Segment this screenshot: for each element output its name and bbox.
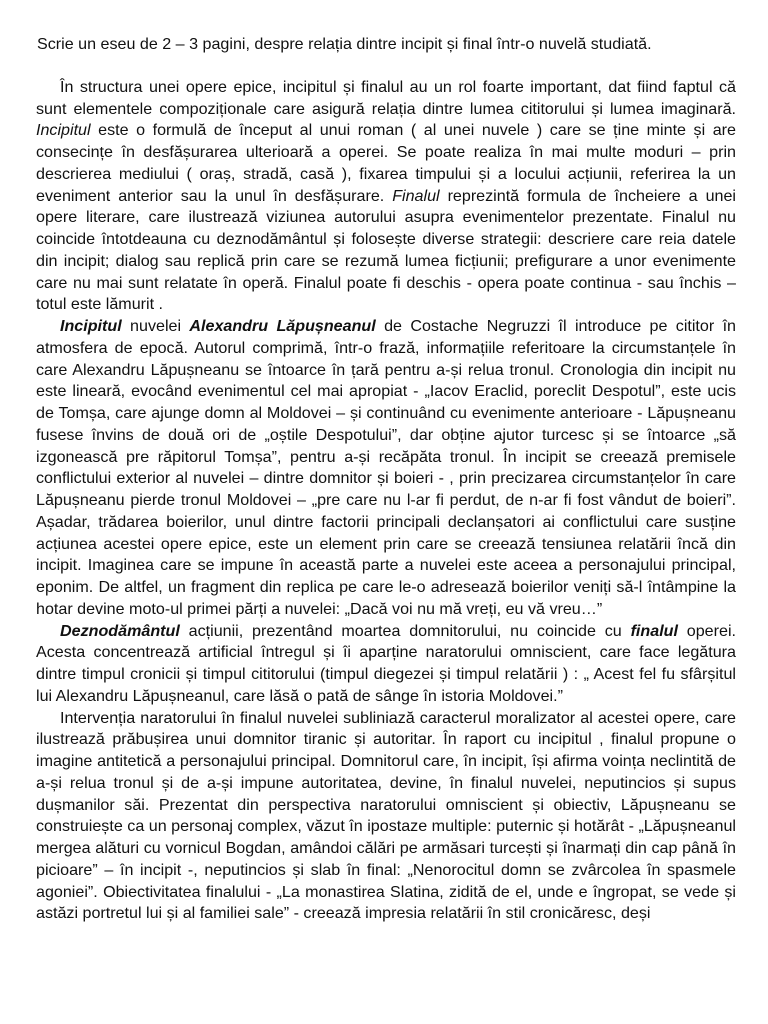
incipit-text-2: de Costache Negruzzi îl introduce pe cititor în atmosfera de epocă. Autorul comprimă, într-o frază, informațiile referitoare la circumstanțele în care Alexandru Lăpușneanu se întoarce în țară pentru a-și relua tronul. Cronologia din incipit nu este lineară, evocând evenimentul cel mai apropiat - „Iacov Eraclid, poreclit Despotul”, este ucis de Tomșa, care ajunge domn al Moldovei – și continuând cu evenimente anterioare - Lăpușneanu fusese învins de două ori de „oștile Despotului”, dar obține ajutor turcesc și se întoarce „să izgonească pre răpitorul Tomșa”, pentru a-și recăpăta tronul. În incipit se creează premisele conflictului exterior al nuvelei – dintre domnitor și boieri - , prin precizarea circumstanțelor în care Lăpușneanu pierde tronul Moldovei – „pre care nu l-ar fi perdut, de n-ar fi fost vândut de boieri”. Așadar, trădarea boierilor, unul dintre factorii principali declanșatori ai conflictului care susține acțiunea acestei opere epice, este un element prin care se creează tensiunea relatării încă din incipit. Imaginea care se impune în această parte a nuvelei este aceea a personajului principal, eponim. De altfel, un fragment din replica pe care le-o adresează boierilor veniți să-l întâmpine la hotar devine moto-ul primei părți a nuvelei: „Dacă voi nu mă vreți, eu vă vreu…” — [36, 317, 736, 618]
deznodamant-text-1: acțiunii, prezentând moartea domnitorului, nu coincide cu — [179, 621, 631, 640]
incipit-text-1: nuvelei — [121, 317, 190, 335]
paragraph-intro — [36, 77, 736, 316]
novel-title: Alexandru Lăpușneanul — [189, 317, 376, 335]
essay-task: Scrie un eseu de 2 – 3 pagini, despre relația dintre incipit și final într-o nuvelă studiată. — [37, 35, 652, 53]
term-incipit: Incipitul — [36, 121, 91, 140]
paragraph-interventia — [36, 708, 736, 926]
heading-deznodamantul: Deznodământul — [60, 621, 180, 640]
term-finalul: Finalul — [392, 186, 440, 205]
heading-incipitul: Incipitul — [60, 317, 122, 335]
paragraph-deznodamant — [36, 621, 736, 708]
deznodamant-text-2: operei. Acesta concentrează artificial întregul și îi aparține naratorului omniscient, care face legătura dintre timpul cronicii și timpul cititorului (timpul diegezei și timpul relatării ) : „ Acest fel fu sfârșitul lui Alexandru Lăpușneanul, care lăsă o pată de sânge în istoria Moldovei.” — [36, 621, 736, 705]
interventia-text: Intervenția naratorului în finalul nuvelei subliniază caracterul moralizator al acestei opere, care ilustrează prăbușirea unui domnitor tiranic și autoritar. În raport cu incipitul , finalul propune o imagine antitetică a personajului principal. Domnitorul care, în incipit, își afirma voința neclintită de a-și relua tronul și de a-și impune autoritatea, devine, în finalul nuvelei, neputincios și supus dușmanilor săi. Prezentat din perspectiva naratorului omniscient și obiectiv, Lăpușneanu se construiește ca un personaj complex, văzut în ipostaze multiple: puternic și hotărât - „Lăpușneanul mergea alături cu vornicul Bogdan, amândoi călări pe armăsari turcești și înarmați din cap până în picioare” – în incipit -, neputincios și slab în final: „Nenorocitul domn se zvârcolea în spasmele agoniei”. Obiectivitatea finalului - „La monastirea Slatina, zidită de el, unde e îngropat, se vede și astăzi portretul lui și al familiei sale” - creează impresia relatării în stil cronicăresc, deși — [36, 708, 736, 923]
paragraph-incipit — [36, 316, 736, 621]
intro-text-2: este o formulă de început al unui roman ( al unei nuvele ) care se ține minte și are consecințe în desfășurarea ulterioară a operei. Se poate realiza în mai multe moduri – prin descrierea mediului ( oraș, stradă, casă ), fixarea timpului și a locului acțiunii, referirea la un eveniment anterior sau la unul în desfășurare. — [36, 121, 736, 205]
term-finalul-bold: finalul — [630, 621, 678, 640]
intro-text-3: reprezintă formula de încheiere a unei opere literare, care ilustrează viziunea autorului asupra evenimentelor prezentate. Finalul nu coincide întotdeauna cu deznodământul și folosește diverse strategii: descriere care reia datele din incipit; dialog sau replică prin care se rezumă lumea ficțiunii; prefigurare a unor evenimente care nu mai sunt relatate în operă. Finalul poate fi deschis - opera poate continua - sau închis – totul este lămurit . — [36, 186, 736, 314]
intro-text-1: În structura unei opere epice, incipitul și finalul au un rol foarte important, dat fiind faptul că sunt elementele compoziționale care asigură relația dintre lumea cititorului și lumea imaginară. — [36, 77, 736, 118]
